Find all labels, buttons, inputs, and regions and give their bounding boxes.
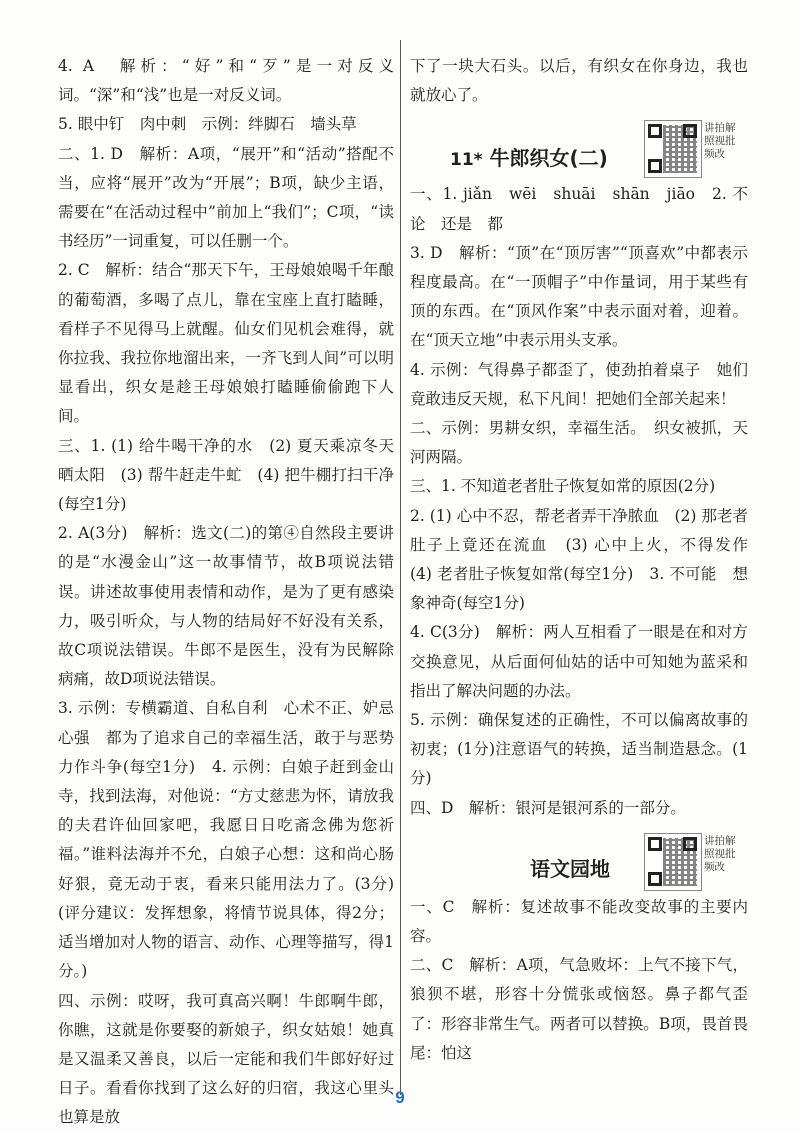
answer-paragraph: 2. A(3分) 解析：选文(二)的第④自然段主要讲的是“水漫金山”这一故事情节，故B项说法错误。讲述故事使用表情和动作，是为了更有感染力，吸引听众，与人物的结局好不好没有关系，故C项说法错误。牛郎不是医生，没有为民解除病痛，故D项说法错误。 bbox=[58, 524, 394, 689]
answer-paragraph: 4. C(3分) 解析：两人互相看了一眼是在和对方交换意见，从后面何仙姑的话中可知她为蓝采和指出了解决问题的办法。 bbox=[410, 623, 748, 700]
answer-paragraph: 5. 眼中钉 肉中刺 示例：绊脚石 墙头草 bbox=[58, 115, 357, 134]
answer-paragraph: 四、D 解析：银河是银河系的一部分。 bbox=[410, 798, 686, 817]
column-divider bbox=[400, 40, 401, 1095]
answer-paragraph: 一、C 解析：复述故事不能改变故事的主要内容。 bbox=[410, 897, 748, 946]
qr-label: 讲拍解照视批频改 bbox=[704, 122, 736, 161]
answer-paragraph: 3. D 解析：“顶”在“顶厉害”“顶喜欢”中都表示程度最高。在“一顶帽子”中作量词，用于某些有顶的东西。在“顶风作案”中表示面对着，迎着。在“顶天立地”中表示用头支承。 bbox=[410, 243, 748, 350]
answer-paragraph: 三、1. (1) 给牛喝干净的水 (2) 夏天乘凉冬天晒太阳 (3) 帮牛赶走牛虻 (4) 把牛棚打扫干净(每空1分) bbox=[58, 436, 394, 514]
qr-code-block[interactable] bbox=[644, 833, 740, 891]
qr-code-block[interactable] bbox=[644, 120, 740, 178]
answer-paragraph: 二、1. D 解析：A项，“展开”和“活动”搭配不当，应将“展开”改为“开展”；B项，缺少主语，需要在“在活动过程中”前加上“我们”；C项，“读书经历”一词重复，可以任删一个。 bbox=[58, 144, 394, 251]
answer-paragraph: 四、示例：哎呀，我可真高兴啊！牛郎啊牛郎，你瞧，这就是你要娶的新娘子，织女姑娘！她真是又温柔又善良，以后一定能和我们牛郎好好过日子。看看你找到了这么好的归宿，我这心里头也算是放 bbox=[58, 991, 394, 1127]
answer-paragraph: 4. 示例：气得鼻子都歪了，使劲拍着桌子 她们竟敢违反天规，私下凡间！把她们全部关起来！ bbox=[410, 360, 748, 408]
answer-paragraph: 一、1. jiǎn wēi shuāi shān jiāo 2. 不论 还是 都 bbox=[410, 185, 748, 233]
left-column bbox=[58, 52, 394, 1133]
section-garden-header bbox=[410, 833, 748, 885]
qr-label: 讲拍解照视批频改 bbox=[704, 834, 736, 873]
continued-paragraph: 下了一块大石头。以后，有织女在你身边，我也就放心了。 bbox=[410, 57, 748, 105]
section-11-title: 11* 牛郎织女(二) bbox=[450, 146, 608, 171]
qr-code-icon[interactable] bbox=[644, 120, 702, 178]
answer-paragraph: 二、示例：男耕女织，幸福生活。 织女被抓，天河两隔。 bbox=[410, 419, 748, 467]
answer-paragraph: 2. (1) 心中不忍，帮老者弄干净脓血 (2) 那老者肚子上竟还在流血 (3) 心中上火，不得发作 (4) 老者肚子恢复如常(每空1分) 3. 不可能 想象神奇(每空1分) bbox=[410, 506, 764, 613]
page-number: 9 bbox=[395, 1088, 405, 1107]
qr-code-icon[interactable] bbox=[644, 833, 702, 891]
answer-paragraph: 三、1. 不知道老者肚子恢复如常的原因(2分) bbox=[410, 477, 716, 496]
answer-paragraph: 5. 示例：确保复述的正确性，不可以偏离故事的初衷；(1分)注意语气的转换，适当制造悬念。(1分) bbox=[410, 711, 748, 788]
section-11-header bbox=[410, 120, 748, 172]
answer-paragraph: 二、C 解析：A项，气急败坏：上气不接下气，狼狈不堪，形容十分慌张或恼怒。鼻子都气歪了：形容非常生气。两者可以替换。B项，畏首畏尾：怕这 bbox=[410, 956, 748, 1062]
section-garden-title: 语文园地 bbox=[530, 856, 610, 881]
answer-paragraph: 4. A 解析：“好”和“歹”是一对反义词。“深”和“浅”也是一对反义词。 bbox=[58, 57, 394, 105]
answer-paragraph: 3. 示例：专横霸道、自私自利 心术不正、妒忌心强 都为了追求自己的幸福生活，敢于与恶势力作斗争(每空1分) 4. 示例：白娘子赶到金山寺，找到法海，对他说：“方丈慈悲为怀，请放我的夫君许仙回家吧，我愿日日吃斋念佛为您祈福。”谁料法海并不允，白娘子心想：这和尚心肠好狠，竟无动于衷，看来只能用法力了。(3分)(评分建议：发挥想象，将情节说具体，得2分；适当增加对人物的语言、动作、心理等描写，得1分。) bbox=[58, 699, 394, 981]
answer-paragraph: 2. C 解析：结合“那天下午，王母娘娘喝千年酿的葡萄酒，多喝了点儿，靠在宝座上直打瞌睡，看样子不见得马上就醒。仙女们见机会难得，就你拉我、我拉你地溜出来，一齐飞到人间”可以明显看出，织女是趁王母娘娘打瞌睡偷偷跑下人间。 bbox=[58, 261, 394, 426]
right-column bbox=[410, 52, 764, 1068]
